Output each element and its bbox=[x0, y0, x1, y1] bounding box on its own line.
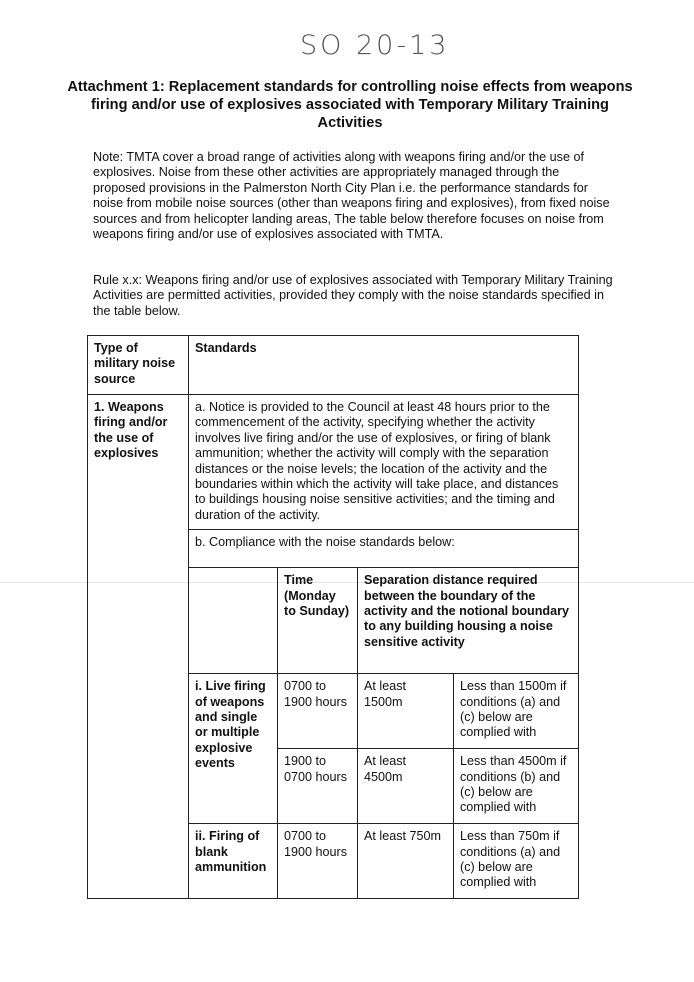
standard-a-notice: a. Notice is provided to the Council at least 48 hours prior to the commencement of the activity, specifying whether the activity involves live firing and/or the use of explosives, or firing of blank ammunition; whether the activity will comply with the separation distances or the noise levels; the location of the activity and the boundaries within which the activity will take place, and distances to buildings housing noise sensitive activities; and the timing and duration of the activity. bbox=[189, 395, 579, 530]
noise-standards-table bbox=[87, 335, 579, 899]
time-night: 1900 to 0700 hours bbox=[278, 749, 358, 824]
rule-paragraph: Rule x.x: Weapons firing and/or use of explosives associated with Temporary Military Training Activities are permitted activities, provided they comply with the noise standards specified in the table below. bbox=[93, 273, 613, 318]
table-row bbox=[88, 395, 579, 530]
time-blank: 0700 to 1900 hours bbox=[278, 824, 358, 899]
type-blank-ammunition: ii. Firing of blank ammunition bbox=[189, 824, 278, 899]
header-standards: Standards bbox=[189, 336, 579, 395]
note-paragraph: Note: TMTA cover a broad range of activities along with weapons firing and/or the use of explosives. Noise from these other activities are appropriately managed through the proposed provisions in the Palmerston North City Plan i.e. the performance standards for noise from mobile noise sources (other than weapons firing and explosives), from fixed noise sources and from helicopter landing areas, The table below therefore focuses on noise from weapons firing and/or use of explosives associated with TMTA. bbox=[93, 150, 610, 242]
condition-night: Less than 4500m if conditions (b) and (c) below are complied with bbox=[454, 749, 579, 824]
type-live-firing: i. Live firing of weapons and single or multiple explosive events bbox=[189, 674, 278, 824]
distance-day: At least 1500m bbox=[358, 674, 454, 749]
header-noise-source: Type of military noise source bbox=[88, 336, 189, 395]
handwritten-reference: SO 20-13 bbox=[300, 30, 450, 61]
subheader-time: Time (Monday to Sunday) bbox=[278, 568, 358, 674]
subheader-blank bbox=[189, 568, 278, 674]
subheader-separation: Separation distance required between the boundary of the activity and the notional boundary to any building housing a noise sensitive activity bbox=[358, 568, 579, 674]
source-weapons-explosives: 1. Weapons firing and/or the use of explosives bbox=[88, 395, 189, 899]
table-header-row bbox=[88, 336, 579, 395]
condition-day: Less than 1500m if conditions (a) and (c) below are complied with bbox=[454, 674, 579, 749]
distance-night: At least 4500m bbox=[358, 749, 454, 824]
standard-b-compliance: b. Compliance with the noise standards below: bbox=[189, 530, 579, 568]
distance-blank: At least 750m bbox=[358, 824, 454, 899]
condition-blank: Less than 750m if conditions (a) and (c) below are complied with bbox=[454, 824, 579, 899]
document-title: Attachment 1: Replacement standards for controlling noise effects from weapons firing and/or use of explosives associated with Temporary Military Training Activities bbox=[67, 79, 633, 131]
time-day: 0700 to 1900 hours bbox=[278, 674, 358, 749]
